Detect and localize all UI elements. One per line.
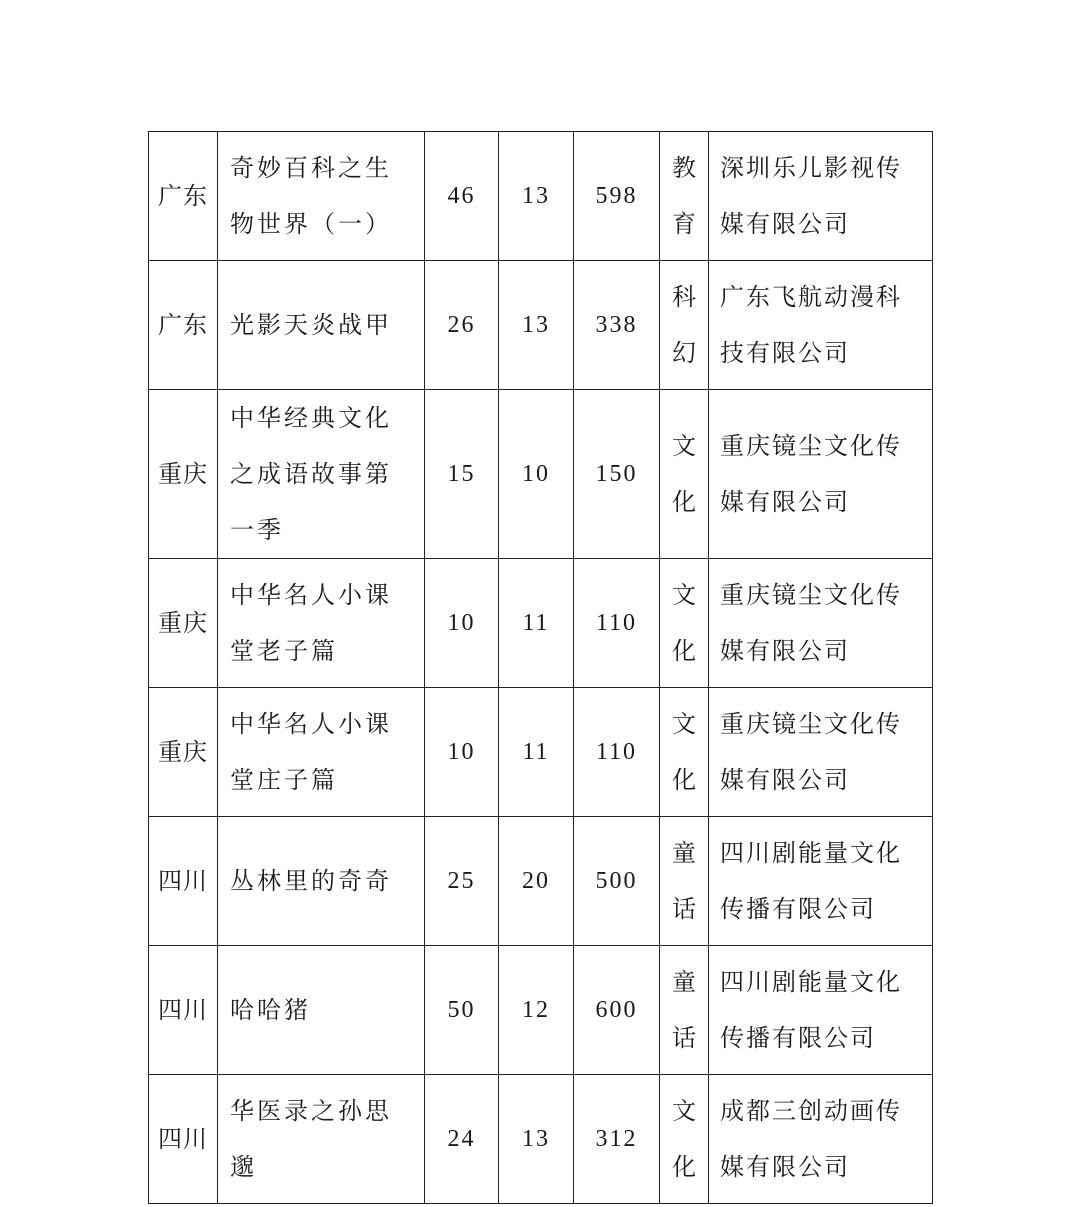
province-cell: 四川 xyxy=(149,1075,218,1204)
minutes-cell: 13 xyxy=(499,1075,574,1204)
title-cell: 中华经典文化之成语故事第一季 xyxy=(218,390,425,559)
company-cell: 四川剧能量文化传播有限公司 xyxy=(709,946,933,1075)
title-cell: 光影天炎战甲 xyxy=(218,261,425,390)
table-row xyxy=(149,132,933,261)
table-row xyxy=(149,261,933,390)
title-cell: 丛林里的奇奇 xyxy=(218,817,425,946)
company-cell: 重庆镜尘文化传媒有限公司 xyxy=(709,688,933,817)
total-minutes-cell: 312 xyxy=(574,1075,660,1204)
total-minutes-cell: 150 xyxy=(574,390,660,559)
genre-text: 文化 xyxy=(672,710,696,794)
episodes-cell: 26 xyxy=(425,261,499,390)
genre-text: 童话 xyxy=(672,839,696,923)
table-row xyxy=(149,390,933,559)
total-minutes-cell: 110 xyxy=(574,559,660,688)
province-cell: 重庆 xyxy=(149,559,218,688)
table-row xyxy=(149,559,933,688)
animation-listing-table xyxy=(148,131,933,1204)
genre-text: 童话 xyxy=(672,968,696,1052)
episodes-cell: 15 xyxy=(425,390,499,559)
company-cell: 成都三创动画传媒有限公司 xyxy=(709,1075,933,1204)
episodes-cell: 24 xyxy=(425,1075,499,1204)
company-cell: 重庆镜尘文化传媒有限公司 xyxy=(709,559,933,688)
genre-text: 文化 xyxy=(672,1097,696,1181)
province-cell: 四川 xyxy=(149,817,218,946)
company-cell: 深圳乐儿影视传媒有限公司 xyxy=(709,132,933,261)
genre-cell xyxy=(660,946,709,1075)
episodes-cell: 46 xyxy=(425,132,499,261)
total-minutes-cell: 110 xyxy=(574,688,660,817)
minutes-cell: 10 xyxy=(499,390,574,559)
total-minutes-cell: 598 xyxy=(574,132,660,261)
genre-cell xyxy=(660,1075,709,1204)
title-cell: 奇妙百科之生物世界（一） xyxy=(218,132,425,261)
company-cell: 广东飞航动漫科技有限公司 xyxy=(709,261,933,390)
title-cell: 哈哈猪 xyxy=(218,946,425,1075)
table-row xyxy=(149,817,933,946)
company-cell: 四川剧能量文化传播有限公司 xyxy=(709,817,933,946)
province-cell: 广东 xyxy=(149,132,218,261)
title-cell: 华医录之孙思邈 xyxy=(218,1075,425,1204)
table-row xyxy=(149,1075,933,1204)
minutes-cell: 12 xyxy=(499,946,574,1075)
minutes-cell: 11 xyxy=(499,559,574,688)
genre-text: 教育 xyxy=(672,154,696,238)
province-cell: 重庆 xyxy=(149,390,218,559)
episodes-cell: 25 xyxy=(425,817,499,946)
total-minutes-cell: 500 xyxy=(574,817,660,946)
genre-cell xyxy=(660,559,709,688)
genre-cell xyxy=(660,390,709,559)
genre-cell xyxy=(660,817,709,946)
minutes-cell: 11 xyxy=(499,688,574,817)
genre-cell xyxy=(660,261,709,390)
episodes-cell: 50 xyxy=(425,946,499,1075)
episodes-cell: 10 xyxy=(425,559,499,688)
episodes-cell: 10 xyxy=(425,688,499,817)
province-cell: 四川 xyxy=(149,946,218,1075)
table-row xyxy=(149,688,933,817)
genre-text: 文化 xyxy=(672,581,696,665)
title-cell: 中华名人小课堂庄子篇 xyxy=(218,688,425,817)
province-cell: 重庆 xyxy=(149,688,218,817)
province-cell: 广东 xyxy=(149,261,218,390)
minutes-cell: 20 xyxy=(499,817,574,946)
table-row xyxy=(149,946,933,1075)
genre-text: 文化 xyxy=(672,432,696,516)
total-minutes-cell: 600 xyxy=(574,946,660,1075)
title-cell: 中华名人小课堂老子篇 xyxy=(218,559,425,688)
genre-cell xyxy=(660,688,709,817)
minutes-cell: 13 xyxy=(499,132,574,261)
genre-cell xyxy=(660,132,709,261)
genre-text: 科幻 xyxy=(672,283,696,367)
minutes-cell: 13 xyxy=(499,261,574,390)
company-cell: 重庆镜尘文化传媒有限公司 xyxy=(709,390,933,559)
total-minutes-cell: 338 xyxy=(574,261,660,390)
